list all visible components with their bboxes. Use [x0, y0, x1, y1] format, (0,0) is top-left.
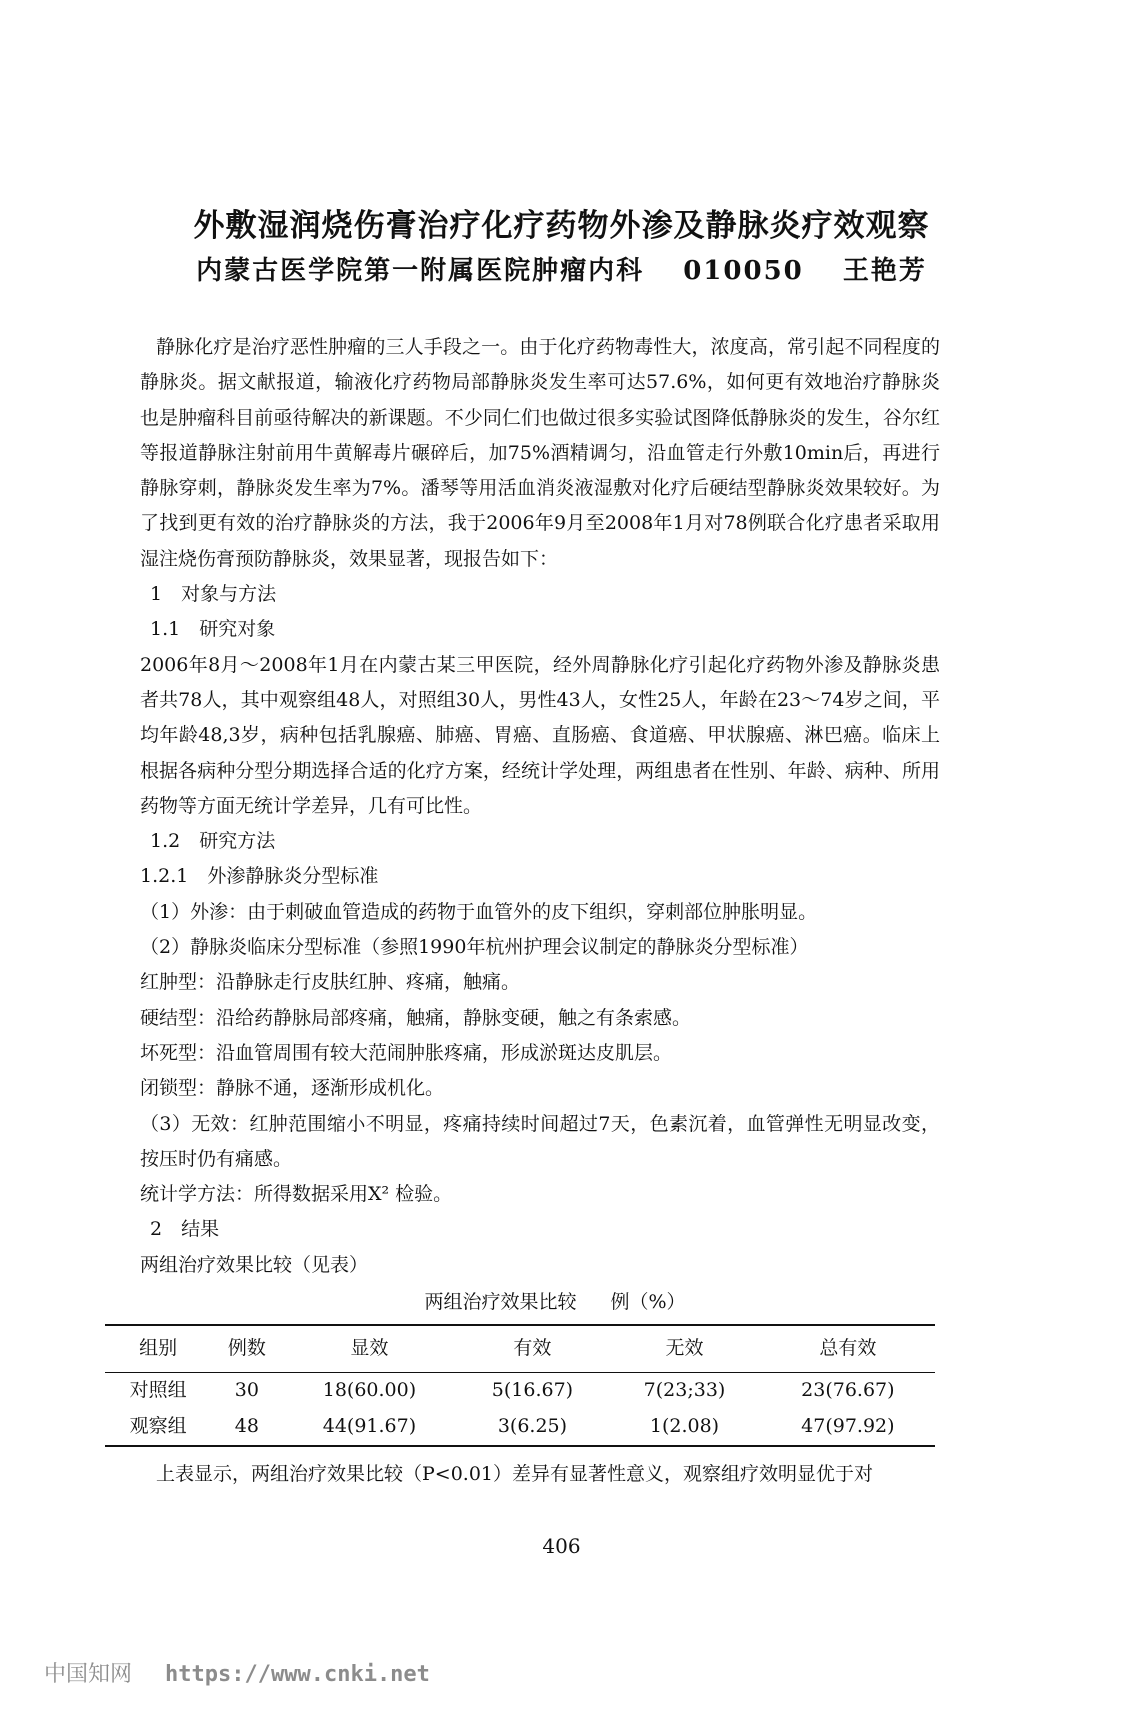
table-caption [140, 1285, 940, 1320]
section-heading-1-1: 1.1 研究对象 [150, 618, 276, 641]
table-cell: 48 [234, 1415, 259, 1438]
table-header-cell: 总有效 [819, 1337, 877, 1360]
type-red: 红肿型：沿静脉走行皮肤红肿、疼痛，触痛。 [140, 971, 521, 994]
conclusion-paragraph: 上表显示，两组治疗效果比较（P<0.01）差异有显著性意义，观察组疗效明显优于对 [156, 1463, 874, 1486]
results-table [105, 1324, 935, 1447]
table-caption-title: 两组治疗效果比较 [424, 1291, 577, 1314]
section-heading-1: 1 对象与方法 [150, 583, 277, 606]
table-cell: 5(16.67) [491, 1379, 574, 1402]
table-header-cell: 组别 [139, 1337, 178, 1360]
table-caption-unit: 例（%） [610, 1291, 686, 1314]
table-row [105, 1373, 935, 1410]
table-cell: 44(91.67) [322, 1415, 417, 1438]
affiliation: 内蒙古医学院第一附属医院肿瘤内科 [196, 256, 645, 286]
table-cell: 对照组 [129, 1379, 187, 1402]
postcode: 010050 [683, 256, 804, 286]
byline [0, 250, 1123, 287]
watermark-brand: 中国知网 [44, 1662, 133, 1687]
watermark [44, 1657, 430, 1688]
subjects-paragraph: 2006年8月～2008年1月在内蒙古某三甲医院，经外周静脉化疗引起化疗药物外渗及静脉炎患者共78人，其中观察组48人，对照组30人，男性43人，女性25人，年龄在23～74岁之间，平均年龄48,3岁，病种包括乳腺癌、肺癌、胃癌、直肠癌、食道癌、甲状腺癌、淋巴癌。临床上根据各病种分型分期选择合适的化疗方案，经统计学处理，两组患者在性别、年龄、病种、所用药物等方面无统计学差异，几有可比性。 [140, 653, 940, 817]
type-necrosis: 坏死型：沿血管周围有较大范闹肿胀疼痛，形成淤斑达皮肌层。 [140, 1041, 673, 1064]
table-cell: 30 [234, 1379, 259, 1402]
table-cell: 1(2.08) [649, 1415, 720, 1438]
section-heading-1-2: 1.2 研究方法 [150, 830, 276, 853]
table-cell: 观察组 [129, 1415, 187, 1438]
table-header-cell: 例数 [227, 1337, 266, 1360]
section-heading-1-2-1: 1.2.1 外渗静脉炎分型标准 [140, 865, 379, 888]
table-row [105, 1409, 935, 1446]
watermark-url: https://www.cnki.net [165, 1662, 430, 1687]
criteria-item-1: （1）外渗：由于刺破血管造成的药物于血管外的皮下组织，穿刺部位肿胀明显。 [140, 900, 818, 923]
author: 王艳芳 [842, 256, 927, 286]
section-heading-2: 2 结果 [150, 1218, 220, 1241]
table-cell: 47(97.92) [801, 1415, 895, 1438]
type-occluded: 闭锁型：静脉不通，逐渐形成机化。 [140, 1077, 445, 1100]
statistics-method: 统计学方法：所得数据采用X² 检验。 [140, 1183, 453, 1206]
intro-paragraph: 静脉化疗是治疗恶性肿瘤的三人手段之一。由于化疗药物毒性大，浓度高，常引起不同程度的静脉炎。据文献报道，输液化疗药物局部静脉炎发生率可达57.6%，如何更有效地治疗静脉炎也是肿瘤科目前亟待解决的新课题。不少同仁们也做过很多实验试图降低静脉炎的发生，谷尔红等报道静脉注射前用牛黄解毒片碾碎后，加75%酒精调匀，沿血管走行外敷10min后，再进行静脉穿刺，静脉炎发生率为7%。潘琴等用活血消炎液湿敷对化疗后硬结型静脉炎效果较好。为了找到更有效的治疗静脉炎的方法，我于2006年9月至2008年1月对78例联合化疗患者采取用湿注烧伤膏预防静脉炎，效果显著，现报告如下： [140, 336, 940, 570]
table-header-cell: 显效 [350, 1337, 389, 1360]
table-cell: 3(6.25) [497, 1415, 568, 1438]
article-title: 外敷湿润烧伤膏治疗化疗药物外渗及静脉炎疗效观察 [193, 208, 930, 244]
table-header-cell: 无效 [665, 1337, 704, 1360]
criteria-item-3: （3）无效：红肿范围缩小不明显，疼痛持续时间超过7天，色素沉着，血管弹性无明显改变，按压时仍有痛感。 [140, 1112, 940, 1170]
table-header-cell: 有效 [513, 1337, 552, 1360]
results-intro: 两组治疗效果比较（见表） [140, 1253, 369, 1276]
table-cell: 18(60.00) [322, 1379, 417, 1402]
table-header-row [105, 1325, 935, 1373]
type-hard: 硬结型：沿给药静脉局部疼痛，触痛，静脉变硬，触之有条索感。 [140, 1006, 692, 1029]
page-number: 406 [542, 1534, 581, 1558]
table-cell: 7(23;33) [643, 1379, 726, 1402]
article-body [129, 330, 940, 1492]
criteria-item-2: （2）静脉炎临床分型标准（参照1990年杭州护理会议制定的静脉炎分型标准） [140, 936, 809, 959]
table-cell: 23(76.67) [801, 1379, 895, 1402]
